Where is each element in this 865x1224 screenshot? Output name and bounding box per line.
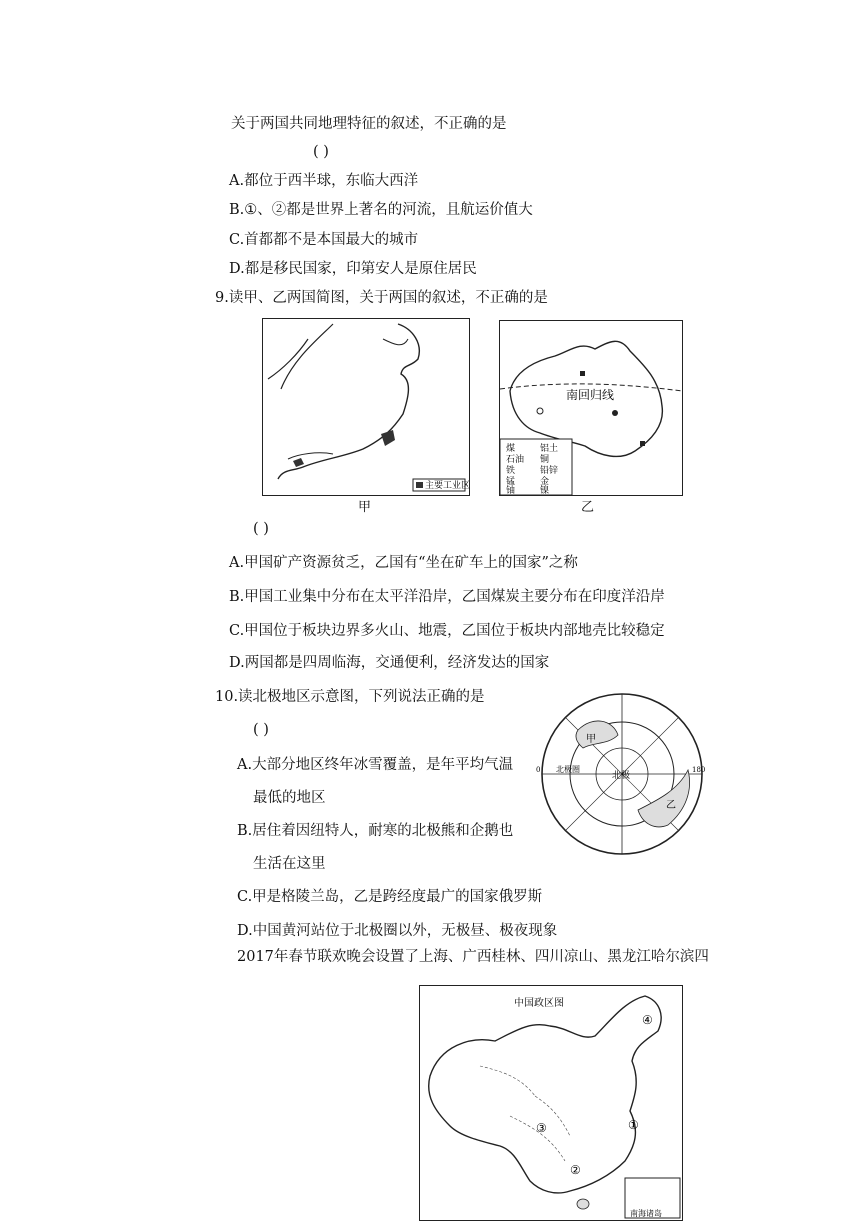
- china-marker-1: ①: [628, 1118, 639, 1132]
- q8-answer-paren: ( ): [313, 144, 329, 160]
- japan-map: [262, 318, 470, 496]
- q8-option-b: B.①、②都是世界上著名的河流，且航运价值大: [229, 202, 533, 218]
- q10-option-a-cont: 最低的地区: [253, 790, 326, 806]
- arctic-circle-label: 北极圈: [556, 765, 580, 774]
- arctic-lon0-label: 0: [536, 766, 541, 774]
- australia-map-drawing: [500, 321, 682, 495]
- china-map-drawing: [420, 986, 682, 1220]
- china-map-title: 中国政区图: [514, 998, 564, 1009]
- q11-stem: 2017年春节联欢晚会设置了上海、广西桂林、四川凉山、黑龙江哈尔滨四: [237, 949, 709, 965]
- arctic-map-drawing: [538, 690, 706, 858]
- map-jia-caption: 甲: [358, 500, 372, 515]
- japan-map-drawing: [263, 319, 469, 495]
- legend-nickel: 镍: [540, 486, 550, 496]
- legend-copper: 铜: [540, 455, 550, 465]
- arctic-jia-label: 甲: [586, 734, 596, 745]
- q10-option-b-cont: 生活在这里: [253, 856, 326, 872]
- arctic-pole-label: 北极: [612, 771, 631, 781]
- q10-answer-paren: ( ): [253, 722, 269, 738]
- q8-option-d: D.都是移民国家，印第安人是原住居民: [229, 261, 477, 277]
- legend-iron: 铁: [506, 466, 516, 476]
- q9-stem: 9.读甲、乙两国简图，关于两国的叙述，不正确的是: [215, 290, 548, 306]
- legend-lead-zinc: 铅锌: [540, 466, 559, 476]
- china-marker-4: ④: [642, 1013, 653, 1027]
- china-marker-2: ②: [570, 1163, 581, 1177]
- q9-option-a: A.甲国矿产资源贫乏，乙国有“坐在矿车上的国家”之称: [229, 555, 578, 571]
- legend-manganese: 锰: [506, 477, 516, 487]
- legend-coal: 煤: [506, 444, 516, 454]
- legend-uranium: 铀: [506, 486, 516, 496]
- legend-bauxite: 铝土: [540, 444, 559, 454]
- q10-option-c: C.甲是格陵兰岛，乙是跨经度最广的国家俄罗斯: [237, 889, 543, 905]
- arctic-map: [538, 690, 706, 858]
- q10-option-d: D.中国黄河站位于北极圈以外，无极昼、极夜现象: [237, 923, 558, 939]
- q9-option-c: C.甲国位于板块边界多火山、地震，乙国位于板块内部地壳比较稳定: [229, 623, 665, 639]
- q10-stem: 10.读北极地区示意图，下列说法正确的是: [215, 689, 485, 705]
- legend-oil: 石油: [506, 455, 525, 465]
- japan-legend-text: 主要工业区: [425, 481, 471, 491]
- arctic-lon180-label: 180: [692, 766, 706, 774]
- legend-gold: 金: [540, 477, 550, 487]
- arctic-yi-label: 乙: [666, 800, 676, 811]
- q9-option-d: D.两国都是四周临海，交通便利，经济发达的国家: [229, 655, 550, 671]
- china-inset-label: 南海诸岛: [630, 1209, 662, 1218]
- australia-map: [499, 320, 683, 496]
- tropic-label: 南回归线: [566, 388, 615, 402]
- q9-answer-paren: ( ): [253, 521, 269, 537]
- china-marker-3: ③: [536, 1121, 547, 1135]
- q10-option-b: B.居住着因纽特人，耐寒的北极熊和企鹅也: [237, 823, 514, 839]
- map-yi-caption: 乙: [581, 500, 595, 515]
- q8-option-c: C.首都都不是本国最大的城市: [229, 232, 419, 248]
- q9-option-b: B.甲国工业集中分布在太平洋沿岸，乙国煤炭主要分布在印度洋沿岸: [229, 589, 665, 605]
- q8-stem: 关于两国共同地理特征的叙述，不正确的是: [231, 116, 507, 132]
- china-map: [419, 985, 683, 1221]
- q8-option-a: A.都位于西半球，东临大西洋: [229, 173, 419, 189]
- q10-option-a: A.大部分地区终年冰雪覆盖，是年平均气温: [237, 757, 514, 773]
